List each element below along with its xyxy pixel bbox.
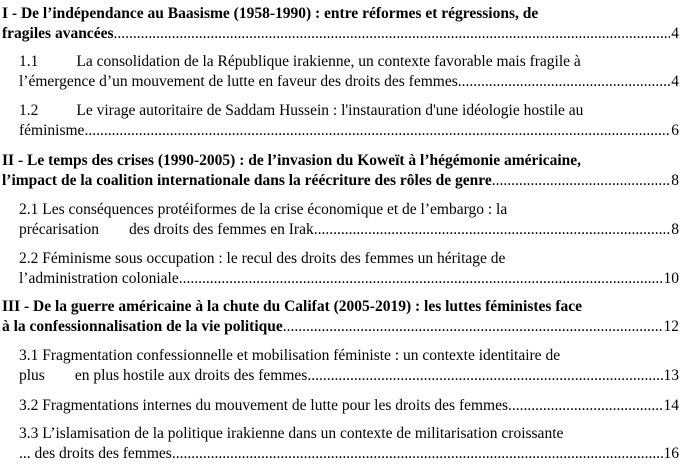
page-number: 4 — [670, 24, 683, 44]
toc-entry-text: 3.3 L’islamisation de la politique irakienne dans un contexte de militarisation croissante — [0, 424, 683, 444]
toc-entry-text: La consolidation de la République irakienne, un contexte favorable mais fragile à — [76, 53, 580, 70]
dot-leader — [307, 366, 662, 386]
toc-entry-text: ... des droits des femmes — [19, 444, 172, 464]
section-number: 1.2 — [19, 101, 38, 121]
toc-entry-text: en plus hostile aux droits des femmes — [75, 367, 307, 384]
toc-entry-section-3-1[interactable] — [0, 346, 683, 386]
dot-leader — [314, 220, 671, 240]
page-number: 8 — [670, 220, 683, 240]
page-number: 12 — [663, 317, 683, 337]
toc-entry-section-2-2[interactable] — [0, 249, 683, 289]
dot-leader — [508, 396, 662, 416]
toc-entry-section-3-3[interactable] — [0, 424, 683, 464]
page-number: 4 — [670, 72, 683, 92]
toc-entry-text: l’administration coloniale — [19, 269, 179, 289]
toc-entry-text: féminisme — [19, 121, 84, 141]
toc-entry-text: l’émergence d’un mouvement de lutte en faveur des droits des femmes — [19, 72, 458, 92]
page-number: 6 — [670, 121, 683, 141]
page-number: 8 — [670, 171, 683, 191]
dot-leader — [283, 317, 663, 337]
toc-entry-section-3-2[interactable] — [0, 396, 683, 416]
toc-entry-text: plus — [19, 367, 45, 384]
dot-leader — [84, 121, 670, 141]
toc-entry-text: précarisation — [19, 221, 99, 238]
toc-entry-section-1-2[interactable] — [0, 101, 683, 141]
dot-leader — [492, 171, 670, 191]
dot-leader — [458, 72, 671, 92]
dot-leader — [179, 269, 663, 289]
toc-entry-section-1-1[interactable] — [0, 52, 683, 92]
toc-entry-text: II - Le temps des crises (1990-2005) : de l’invasion du Koweït à l’hégémonie américaine, — [0, 151, 683, 171]
toc-entry-part-1[interactable] — [0, 4, 683, 44]
toc-entry-section-2-1[interactable] — [0, 200, 683, 240]
toc-entry-text: 2.1 Les conséquences protéiformes de la crise économique et de l’embargo : la — [0, 200, 683, 220]
toc-entry-part-3[interactable] — [0, 297, 683, 337]
toc-entry-text: Le virage autoritaire de Saddam Hussein : l'instauration d'une idéologie hostile au — [76, 102, 583, 119]
toc-entry-text: à la confessionnalisation de la vie politique — [2, 317, 283, 337]
dot-leader — [113, 24, 670, 44]
toc-entry-text: 2.2 Féminisme sous occupation : le recul des droits des femmes un héritage de — [0, 249, 683, 269]
toc-entry-text: fragiles avancées — [2, 24, 113, 44]
toc-entry-text: 3.1 Fragmentation confessionnelle et mobilisation féministe : un contexte identitaire de — [0, 346, 683, 366]
toc-entry-text: III - De la guerre américaine à la chute du Califat (2005-2019) : les luttes féministes face — [0, 297, 683, 317]
toc-entry-text: l’impact de la coalition internationale dans la réécriture des rôles de genre — [2, 171, 492, 191]
toc-entry-text: I - De l’indépendance au Baasisme (1958-1990) : entre réformes et régressions, de — [0, 4, 683, 24]
page-number: 13 — [663, 366, 683, 386]
page-number: 16 — [663, 444, 683, 464]
page-number: 10 — [663, 269, 683, 289]
toc-entry-text: des droits des femmes en Irak — [129, 221, 314, 238]
page-number: 14 — [663, 396, 683, 416]
toc-entry-text: 3.2 Fragmentations internes du mouvement de lutte pour les droits des femmes — [19, 396, 508, 416]
dot-leader — [172, 444, 663, 464]
toc-entry-part-2[interactable] — [0, 151, 683, 191]
section-number: 1.1 — [19, 52, 38, 72]
